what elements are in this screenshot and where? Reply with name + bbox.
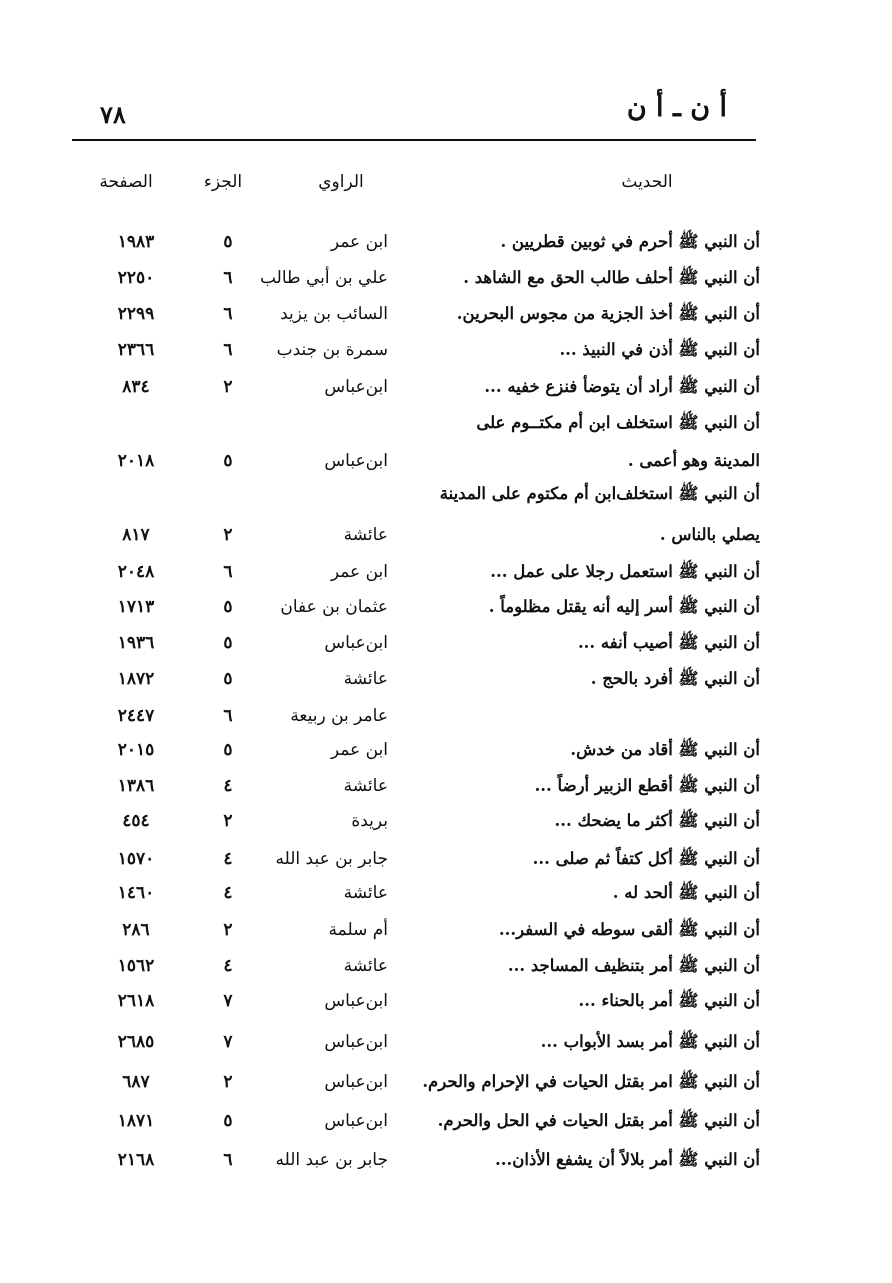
juz-number: ٢ <box>223 920 233 940</box>
hadith-text: يصلي بالناس . <box>659 525 760 544</box>
rawi-name: عامر بن ربيعة <box>290 706 388 726</box>
hadith-text: أن النبي ﷺ أمر بلالاً أن يشفع الأذان... <box>495 1150 760 1169</box>
juz-number: ٧ <box>223 991 233 1011</box>
table-row <box>0 1144 892 1176</box>
page-ref: ١٥٦٢ <box>117 956 155 976</box>
juz-number: ٤ <box>223 849 233 869</box>
rawi-name: عثمان بن عفان <box>280 597 388 617</box>
page-ref: ١٥٧٠ <box>117 849 155 869</box>
table-row <box>0 627 892 659</box>
rawi-name: ابن‌عباس <box>324 1111 388 1131</box>
table-row <box>0 445 892 477</box>
page-ref: ٢٣٦٦ <box>117 340 155 360</box>
juz-number: ٥ <box>223 597 233 617</box>
table-row <box>0 700 892 732</box>
juz-number: ٦ <box>223 1150 233 1170</box>
juz-number: ٤ <box>223 883 233 903</box>
juz-number: ٥ <box>223 633 233 653</box>
table-row <box>0 407 892 439</box>
rawi-name: عائشة <box>343 956 388 976</box>
page-ref: ٢٢٩٩ <box>117 304 155 324</box>
rawi-name: عائشة <box>343 669 388 689</box>
juz-number: ٢ <box>223 525 233 545</box>
rawi-name: بريدة <box>351 811 388 831</box>
page-ref: ١٨٧٢ <box>117 669 155 689</box>
page-ref: ٢٦١٨ <box>117 991 155 1011</box>
page-ref: ٢٠١٨ <box>117 451 155 471</box>
page-number: ٧٨ <box>100 100 126 129</box>
juz-number: ٥ <box>223 1111 233 1131</box>
running-head: أ ن ـ أ ن <box>626 92 727 123</box>
rawi-name: عائشة <box>343 525 388 545</box>
juz-number: ٦ <box>223 304 233 324</box>
juz-number: ٤ <box>223 776 233 796</box>
rawi-name: ابن عمر <box>330 232 388 252</box>
hadith-text: أن النبي ﷺ أصيب أنفه ... <box>577 633 760 652</box>
table-row <box>0 734 892 766</box>
table-row <box>0 770 892 802</box>
hadith-text: أن النبي ﷺ استعمل رجلا على عمل ... <box>490 562 760 581</box>
column-header-page: الصفحة <box>99 172 153 192</box>
rawi-name: ابن‌عباس <box>324 1072 388 1092</box>
table-row <box>0 1026 892 1058</box>
hadith-text: أن النبي ﷺ أمر بتنظيف المساجد ... <box>507 956 760 975</box>
rawi-name: جابر بن عبد الله <box>275 849 388 869</box>
page-ref: ١٧١٣ <box>117 597 155 617</box>
juz-number: ٥ <box>223 740 233 760</box>
hadith-text: المدينة وهو أعمى . <box>627 451 760 470</box>
table-row <box>0 556 892 588</box>
page-ref: ٢٨٦ <box>122 920 150 940</box>
hadith-text: أن النبي ﷺ أخذ الجزية من مجوس البحرين. <box>456 304 760 323</box>
rawi-name: ابن‌عباس <box>324 377 388 397</box>
hadith-text: أن النبي ﷺ استخلف ابن أم مكتــوم على <box>476 413 760 432</box>
rawi-name: جابر بن عبد الله <box>275 1150 388 1170</box>
rawi-name: ابن عمر <box>330 740 388 760</box>
page-ref: ٢٤٤٧ <box>117 706 155 726</box>
page-ref: ٨١٧ <box>122 525 150 545</box>
hadith-text: أن النبي ﷺ أمر بقتل الحيات في الحل والحرم. <box>437 1111 760 1130</box>
table-row <box>0 519 892 551</box>
page-ref: ١٣٨٦ <box>117 776 155 796</box>
rawi-name: ابن‌عباس <box>324 1032 388 1052</box>
hadith-text: أن النبي ﷺ أمر بسد الأبواب ... <box>540 1032 760 1051</box>
table-row <box>0 663 892 695</box>
hadith-text: أن النبي ﷺ أقاد من خدش. <box>570 740 760 759</box>
table-row <box>0 334 892 366</box>
juz-number: ٢ <box>223 377 233 397</box>
page-ref: ١٩٨٣ <box>117 232 155 252</box>
hadith-text: أن النبي ﷺ أحرم في ثوبين قطريين . <box>500 232 760 251</box>
table-row <box>0 1105 892 1137</box>
hadith-text: أن النبي ﷺ أسر إليه أنه يقتل مظلوماً . <box>488 597 760 616</box>
hadith-text: أن النبي ﷺ أكل كتفاً ثم صلى ... <box>532 849 760 868</box>
rawi-name: علي بن أبي طالب <box>259 268 388 288</box>
table-row <box>0 478 892 510</box>
juz-number: ٦ <box>223 268 233 288</box>
rawi-name: السائب بن يزيد <box>280 304 388 324</box>
page-ref: ١٤٦٠ <box>117 883 155 903</box>
table-row <box>0 950 892 982</box>
rawi-name: عائشة <box>343 883 388 903</box>
juz-number: ٧ <box>223 1032 233 1052</box>
hadith-text: أن النبي ﷺ أذن في النبيذ ... <box>559 340 760 359</box>
rawi-name: ابن‌عباس <box>324 451 388 471</box>
hadith-text: أن النبي ﷺ أمر بالحناء ... <box>578 991 760 1010</box>
rawi-name: سمرة بن جندب <box>276 340 388 360</box>
juz-number: ٦ <box>223 340 233 360</box>
page-ref: ٢٠١٥ <box>117 740 155 760</box>
hadith-text: أن النبي ﷺ ألحد له . <box>612 883 760 902</box>
page-ref: ٢٠٤٨ <box>117 562 155 582</box>
rawi-name: ابن‌عباس <box>324 991 388 1011</box>
hadith-text: أن النبي ﷺ أراد أن يتوضأ فنزع خفيه ... <box>484 377 760 396</box>
page-ref: ٢٢٥٠ <box>117 268 155 288</box>
page-ref: ٤٥٤ <box>122 811 150 831</box>
table-row <box>0 877 892 909</box>
table-row <box>0 843 892 875</box>
column-header-hadith: الحديث <box>621 172 673 192</box>
table-row <box>0 1066 892 1098</box>
juz-number: ٤ <box>223 956 233 976</box>
rawi-name: عائشة <box>343 776 388 796</box>
hadith-text: أن النبي ﷺ أكثر ما يضحك ... <box>554 811 760 830</box>
column-header-juz: الجزء <box>203 172 243 192</box>
juz-number: ٥ <box>223 232 233 252</box>
hadith-text: أن النبي ﷺ استخلف‌ابن أم مكتوم على المدينة <box>439 484 760 503</box>
table-row <box>0 298 892 330</box>
page-ref: ٢٦٨٥ <box>117 1032 155 1052</box>
rawi-name: ابن‌عباس <box>324 633 388 653</box>
juz-number: ٦ <box>223 706 233 726</box>
table-row <box>0 226 892 258</box>
hadith-text: أن النبي ﷺ أحلف طالب الحق مع الشاهد . <box>463 268 760 287</box>
table-row <box>0 805 892 837</box>
page-ref: ١٨٧١ <box>117 1111 155 1131</box>
hadith-text: أن النبي ﷺ ألقى سوطه في السفر... <box>498 920 760 939</box>
table-row <box>0 914 892 946</box>
table-row <box>0 262 892 294</box>
page-ref: ٢١٦٨ <box>117 1150 155 1170</box>
juz-number: ٥ <box>223 451 233 471</box>
hadith-text: أن النبي ﷺ أقطع الزبير أرضاً ... <box>534 776 760 795</box>
column-header-rawi: الراوي <box>318 172 364 192</box>
table-row <box>0 591 892 623</box>
page-ref: ١٩٣٦ <box>117 633 155 653</box>
juz-number: ٢ <box>223 811 233 831</box>
table-row <box>0 985 892 1017</box>
juz-number: ٦ <box>223 562 233 582</box>
page-ref: ٨٣٤ <box>122 377 150 397</box>
juz-number: ٢ <box>223 1072 233 1092</box>
juz-number: ٥ <box>223 669 233 689</box>
rawi-name: ابن عمر <box>330 562 388 582</box>
hadith-text: أن النبي ﷺ امر بقتل الحيات في الإحرام والحرم. <box>422 1072 760 1091</box>
table-row <box>0 371 892 403</box>
rawi-name: أم سلمة <box>328 920 388 940</box>
hadith-text: أن النبي ﷺ أفرد بالحج . <box>590 669 760 688</box>
page-ref: ٦٨٧ <box>122 1072 150 1092</box>
